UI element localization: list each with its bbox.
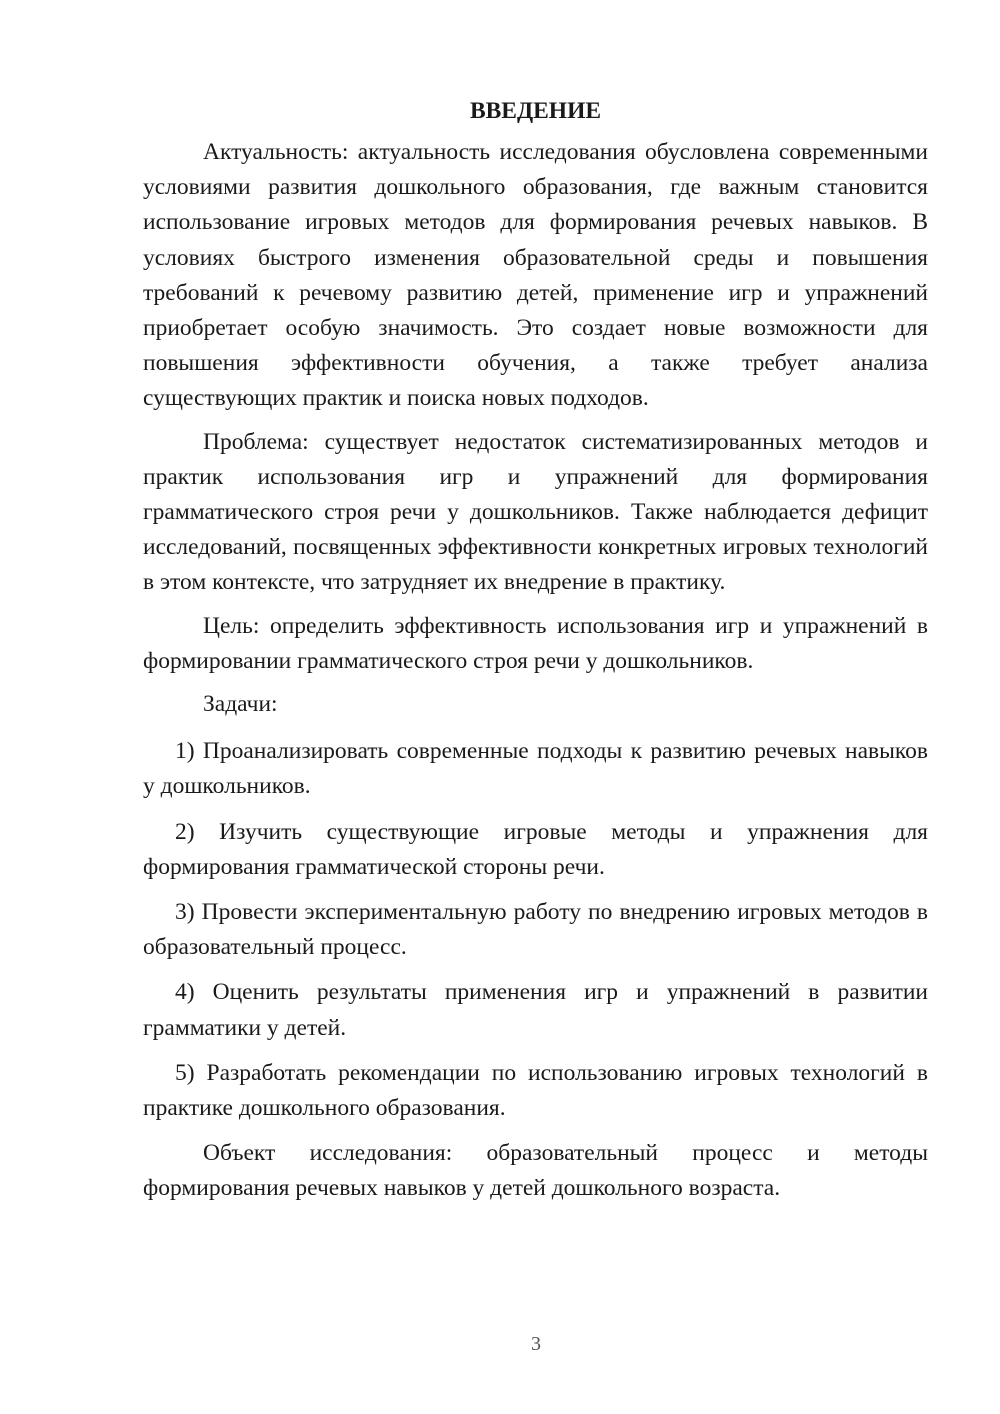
tasks-label: Задачи:: [203, 691, 278, 718]
paragraph-problem: Проблема: существует недостаток систематизированных методов и практик использования игр и упражнений для формирования грамматического строя речи у дошкольников. Также наблюдается дефицит исследований, посвященных эффективности конкретных игровых технологий в этом контексте, что затрудняет их внедрение в практику.: [143, 428, 928, 596]
page-content: [143, 95, 928, 1215]
paragraph-object: Объект исследования: образовательный процесс и методы формирования речевых навыков у детей дошкольного возраста.: [143, 1140, 928, 1202]
paragraph-relevance: Актуальность: актуальность исследования обусловлена современными условиями развития дошкольного образования, где важным становится использование игровых методов для формирования речевых навыков. В условиях быстрого изменения образовательной среды и повышения требований к речевому развитию детей, применение игр и упражнений приобретает особую значимость. Это создает новые возможности для повышения эффективности обучения, а также требует анализа существующих практик и поиска новых подходов.: [143, 139, 928, 412]
section-title: ВВЕДЕНИЕ: [469, 98, 602, 124]
task-item-4: 4) Оценить результаты применения игр и упражнений в развитии грамматики у детей.: [143, 979, 928, 1041]
page-number: 3: [531, 1333, 541, 1355]
task-item-2: 2) Изучить существующие игровые методы и упражнения для формирования грамматической стороны речи.: [143, 818, 928, 880]
paragraph-goal: Цель: определить эффективность использования игр и упражнений в формировании грамматического строя речи у дошкольников.: [143, 612, 928, 674]
task-item-3: 3) Провести экспериментальную работу по внедрению игровых методов в образовательный процесс.: [143, 899, 928, 961]
task-item-1: 1) Проанализировать современные подходы к развитию речевых навыков у дошкольников.: [143, 738, 928, 800]
task-item-5: 5) Разработать рекомендации по использованию игровых технологий в практике дошкольного образования.: [143, 1059, 928, 1122]
